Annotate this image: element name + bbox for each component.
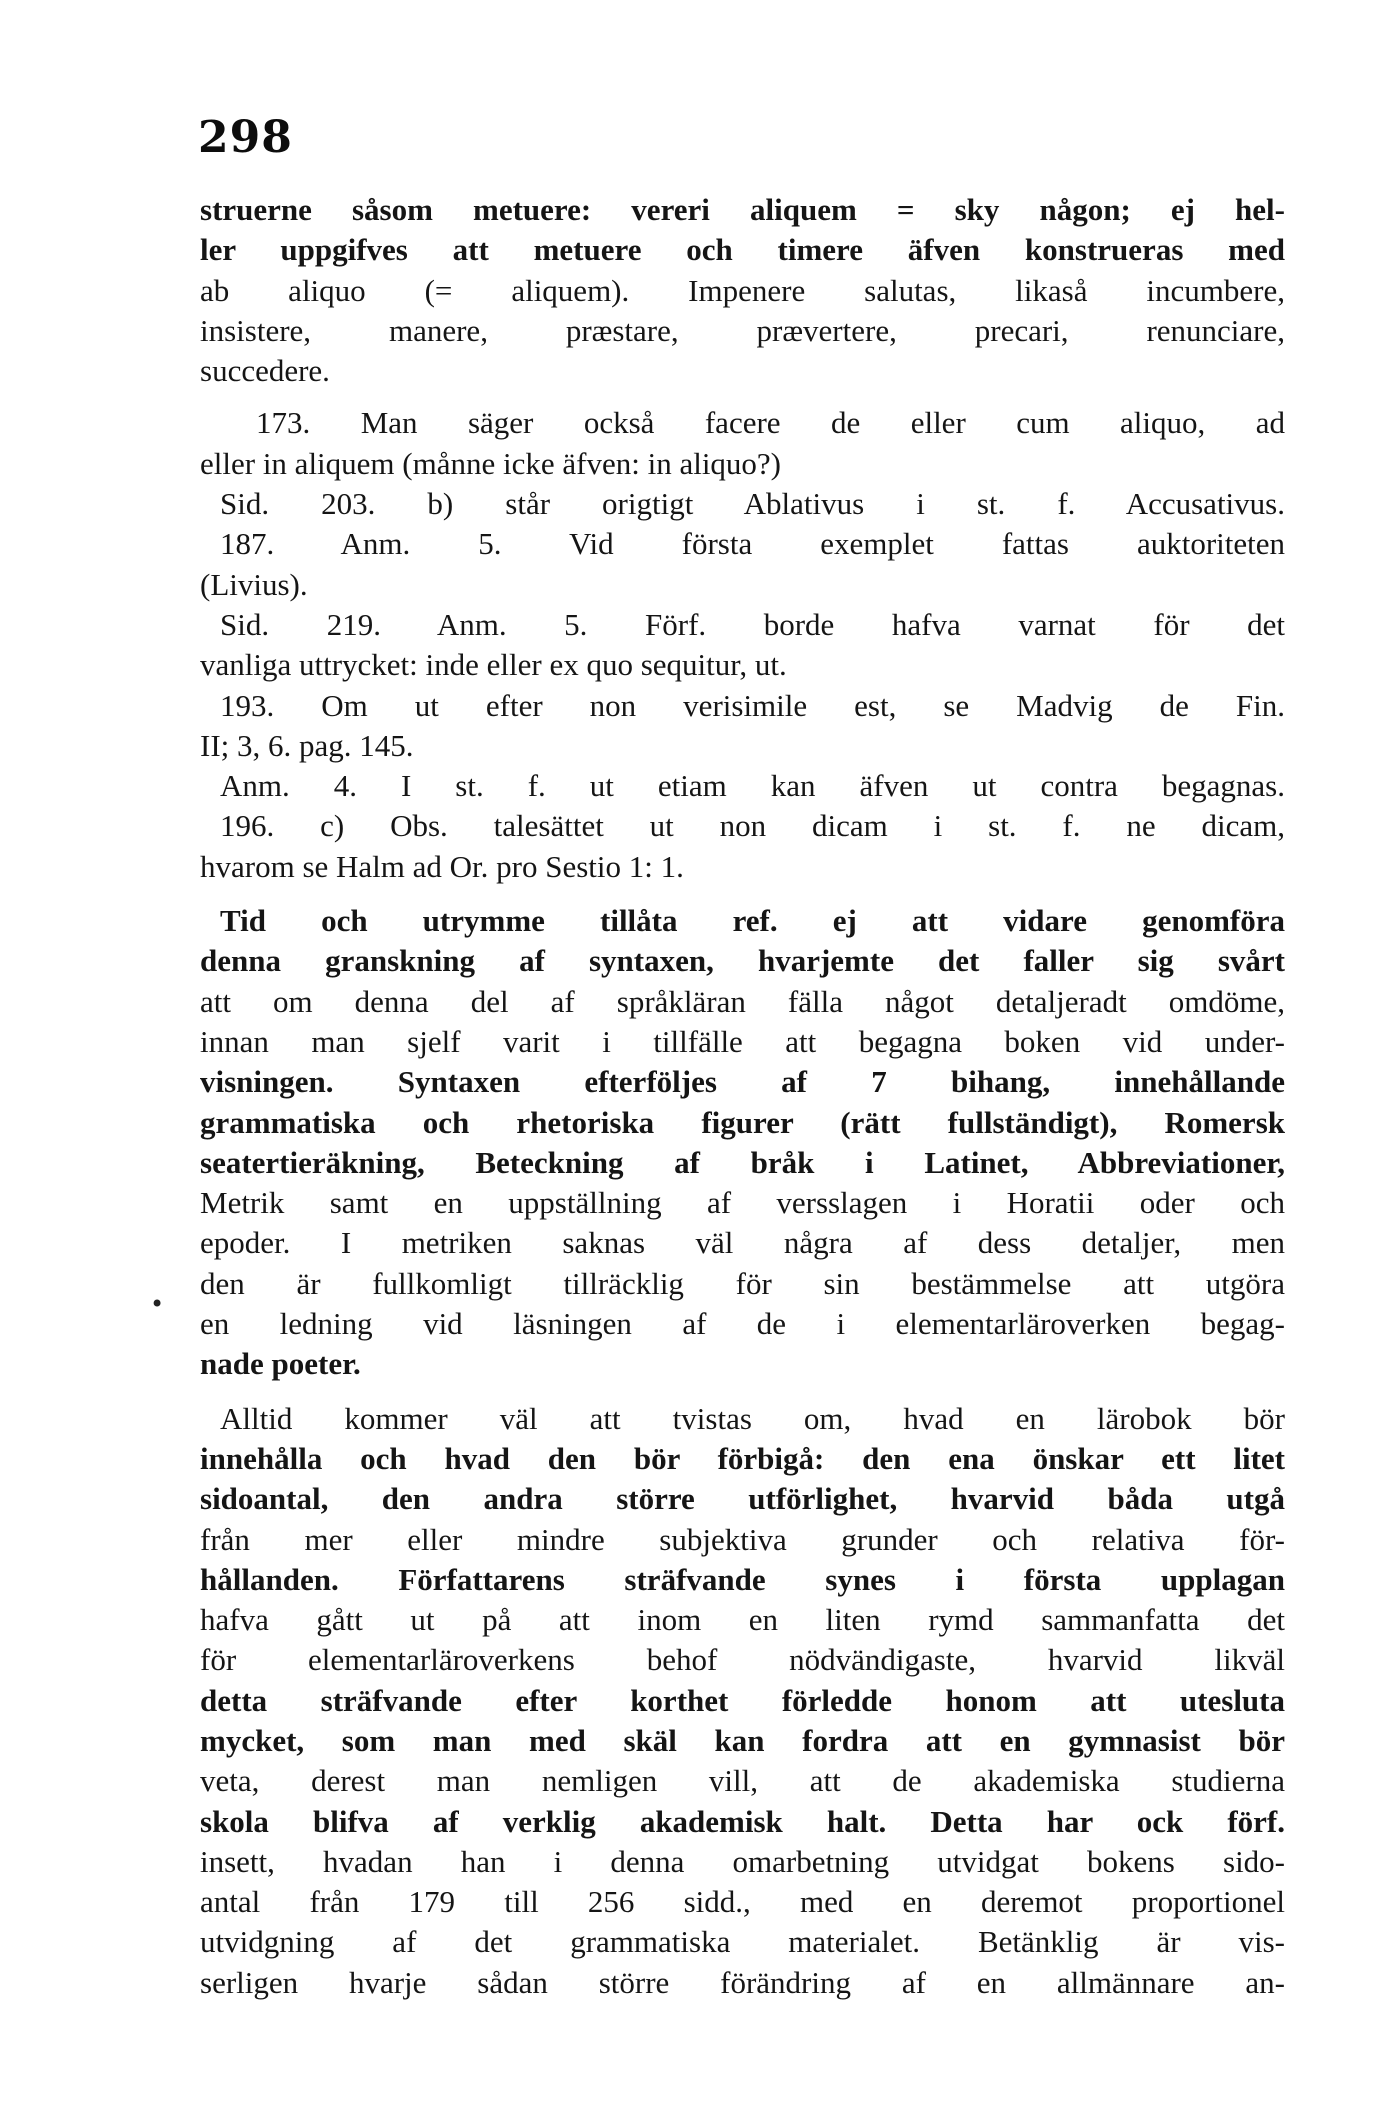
page-number: 298 bbox=[198, 112, 293, 163]
text-line: Alltid kommer väl att tvistas om, hvad en lärobok bör bbox=[220, 1400, 1285, 1436]
text-line: visningen. Syntaxen efterföljes af 7 bihang, innehållande bbox=[200, 1064, 1285, 1100]
text-line: en ledning vid läsningen af de i elementarläroverken begag- bbox=[200, 1306, 1285, 1342]
text-line: II; 3, 6. pag. 145. bbox=[200, 727, 414, 763]
page-text bbox=[200, 190, 1285, 2003]
text-line: Sid. 219. Anm. 5. Förf. borde hafva varnat för det bbox=[220, 606, 1285, 642]
text-line: 193. Om ut efter non verisimile est, se Madvig de Fin. bbox=[220, 687, 1285, 723]
text-line: grammatiska och rhetoriska figurer (rätt fullständigt), Romersk bbox=[200, 1104, 1285, 1140]
text-line: insett, hvadan han i denna omarbetning utvidgat bokens sido- bbox=[200, 1843, 1285, 1879]
text-line: denna granskning af syntaxen, hvarjemte det faller sig svårt bbox=[200, 943, 1285, 979]
text-line: innehålla och hvad den bör förbigå: den ena önskar ett litet bbox=[200, 1440, 1285, 1476]
text-line: hafva gått ut på att inom en liten rymd sammanfatta det bbox=[200, 1602, 1285, 1638]
text-line: 173. Man säger också facere de eller cum aliquo, ad bbox=[256, 405, 1285, 441]
margin-mark: • bbox=[150, 1290, 165, 1318]
text-line: den är fullkomligt tillräcklig för sin bestämmelse att utgöra bbox=[200, 1265, 1285, 1301]
text-line: succedere. bbox=[200, 353, 330, 389]
text-line: mycket, som man med skäl kan fordra att en gymnasist bör bbox=[200, 1722, 1285, 1758]
text-line: antal från 179 till 256 sidd., med en deremot proportionel bbox=[200, 1884, 1285, 1920]
text-line: struerne såsom metuere: vereri aliquem = sky någon; ej hel- bbox=[200, 192, 1285, 227]
text-line: hållanden. Författarens sträfvande synes i första upplagan bbox=[200, 1561, 1285, 1597]
text-line: hvarom se Halm ad Or. pro Sestio 1: 1. bbox=[200, 848, 684, 884]
text-line: vanliga uttrycket: inde eller ex quo sequitur, ut. bbox=[200, 647, 787, 683]
text-line: från mer eller mindre subjektiva grunder och relativa för- bbox=[200, 1521, 1285, 1557]
text-line: serligen hvarje sådan större förändring af en allmännare an- bbox=[200, 1964, 1285, 2000]
text-line: Tid och utrymme tillåta ref. ej att vidare genomföra bbox=[220, 903, 1285, 939]
text-line: 196. c) Obs. talesättet ut non dicam i st. f. ne dicam, bbox=[220, 808, 1285, 844]
text-line: innan man sjelf varit i tillfälle att begagna boken vid under- bbox=[200, 1023, 1285, 1059]
text-line: insistere, manere, præstare, prævertere, precari, renunciare, bbox=[200, 312, 1285, 348]
text-line: nade poeter. bbox=[200, 1346, 361, 1382]
text-line: 187. Anm. 5. Vid första exemplet fattas auktoriteten bbox=[220, 526, 1285, 562]
text-line: seatertieräkning, Beteckning af bråk i Latinet, Abbreviationer, bbox=[200, 1144, 1285, 1180]
text-line: att om denna del af språkläran fälla något detaljeradt omdöme, bbox=[200, 983, 1285, 1019]
text-line: ler uppgifves att metuere och timere äfven konstrueras med bbox=[200, 232, 1285, 268]
text-line: utvidgning af det grammatiska materialet. Betänklig är vis- bbox=[200, 1924, 1285, 1960]
text-line: skola blifva af verklig akademisk halt. Detta har ock förf. bbox=[200, 1803, 1285, 1839]
text-line: detta sträfvande efter korthet förledde honom att utesluta bbox=[200, 1682, 1285, 1718]
text-line: veta, derest man nemligen vill, att de akademiska studierna bbox=[200, 1763, 1285, 1799]
text-line: ab aliquo (= aliquem). Impenere salutas, likaså incumbere, bbox=[200, 272, 1285, 308]
text-line: Sid. 203. b) står origtigt Ablativus i st. f. Accusativus. bbox=[220, 486, 1285, 522]
text-line: (Livius). bbox=[200, 566, 308, 602]
text-line: Anm. 4. I st. f. ut etiam kan äfven ut contra begagnas. bbox=[220, 768, 1285, 804]
text-line: epoder. I metriken saknas väl några af dess detaljer, men bbox=[200, 1225, 1285, 1261]
text-line: Metrik samt en uppställning af versslagen i Horatii oder och bbox=[200, 1185, 1285, 1221]
text-line: sidoantal, den andra större utförlighet, hvarvid båda utgå bbox=[200, 1481, 1285, 1517]
text-line: för elementarläroverkens behof nödvändigaste, hvarvid likväl bbox=[200, 1642, 1285, 1678]
text-line: eller in aliquem (månne icke äfven: in aliquo?) bbox=[200, 445, 782, 481]
